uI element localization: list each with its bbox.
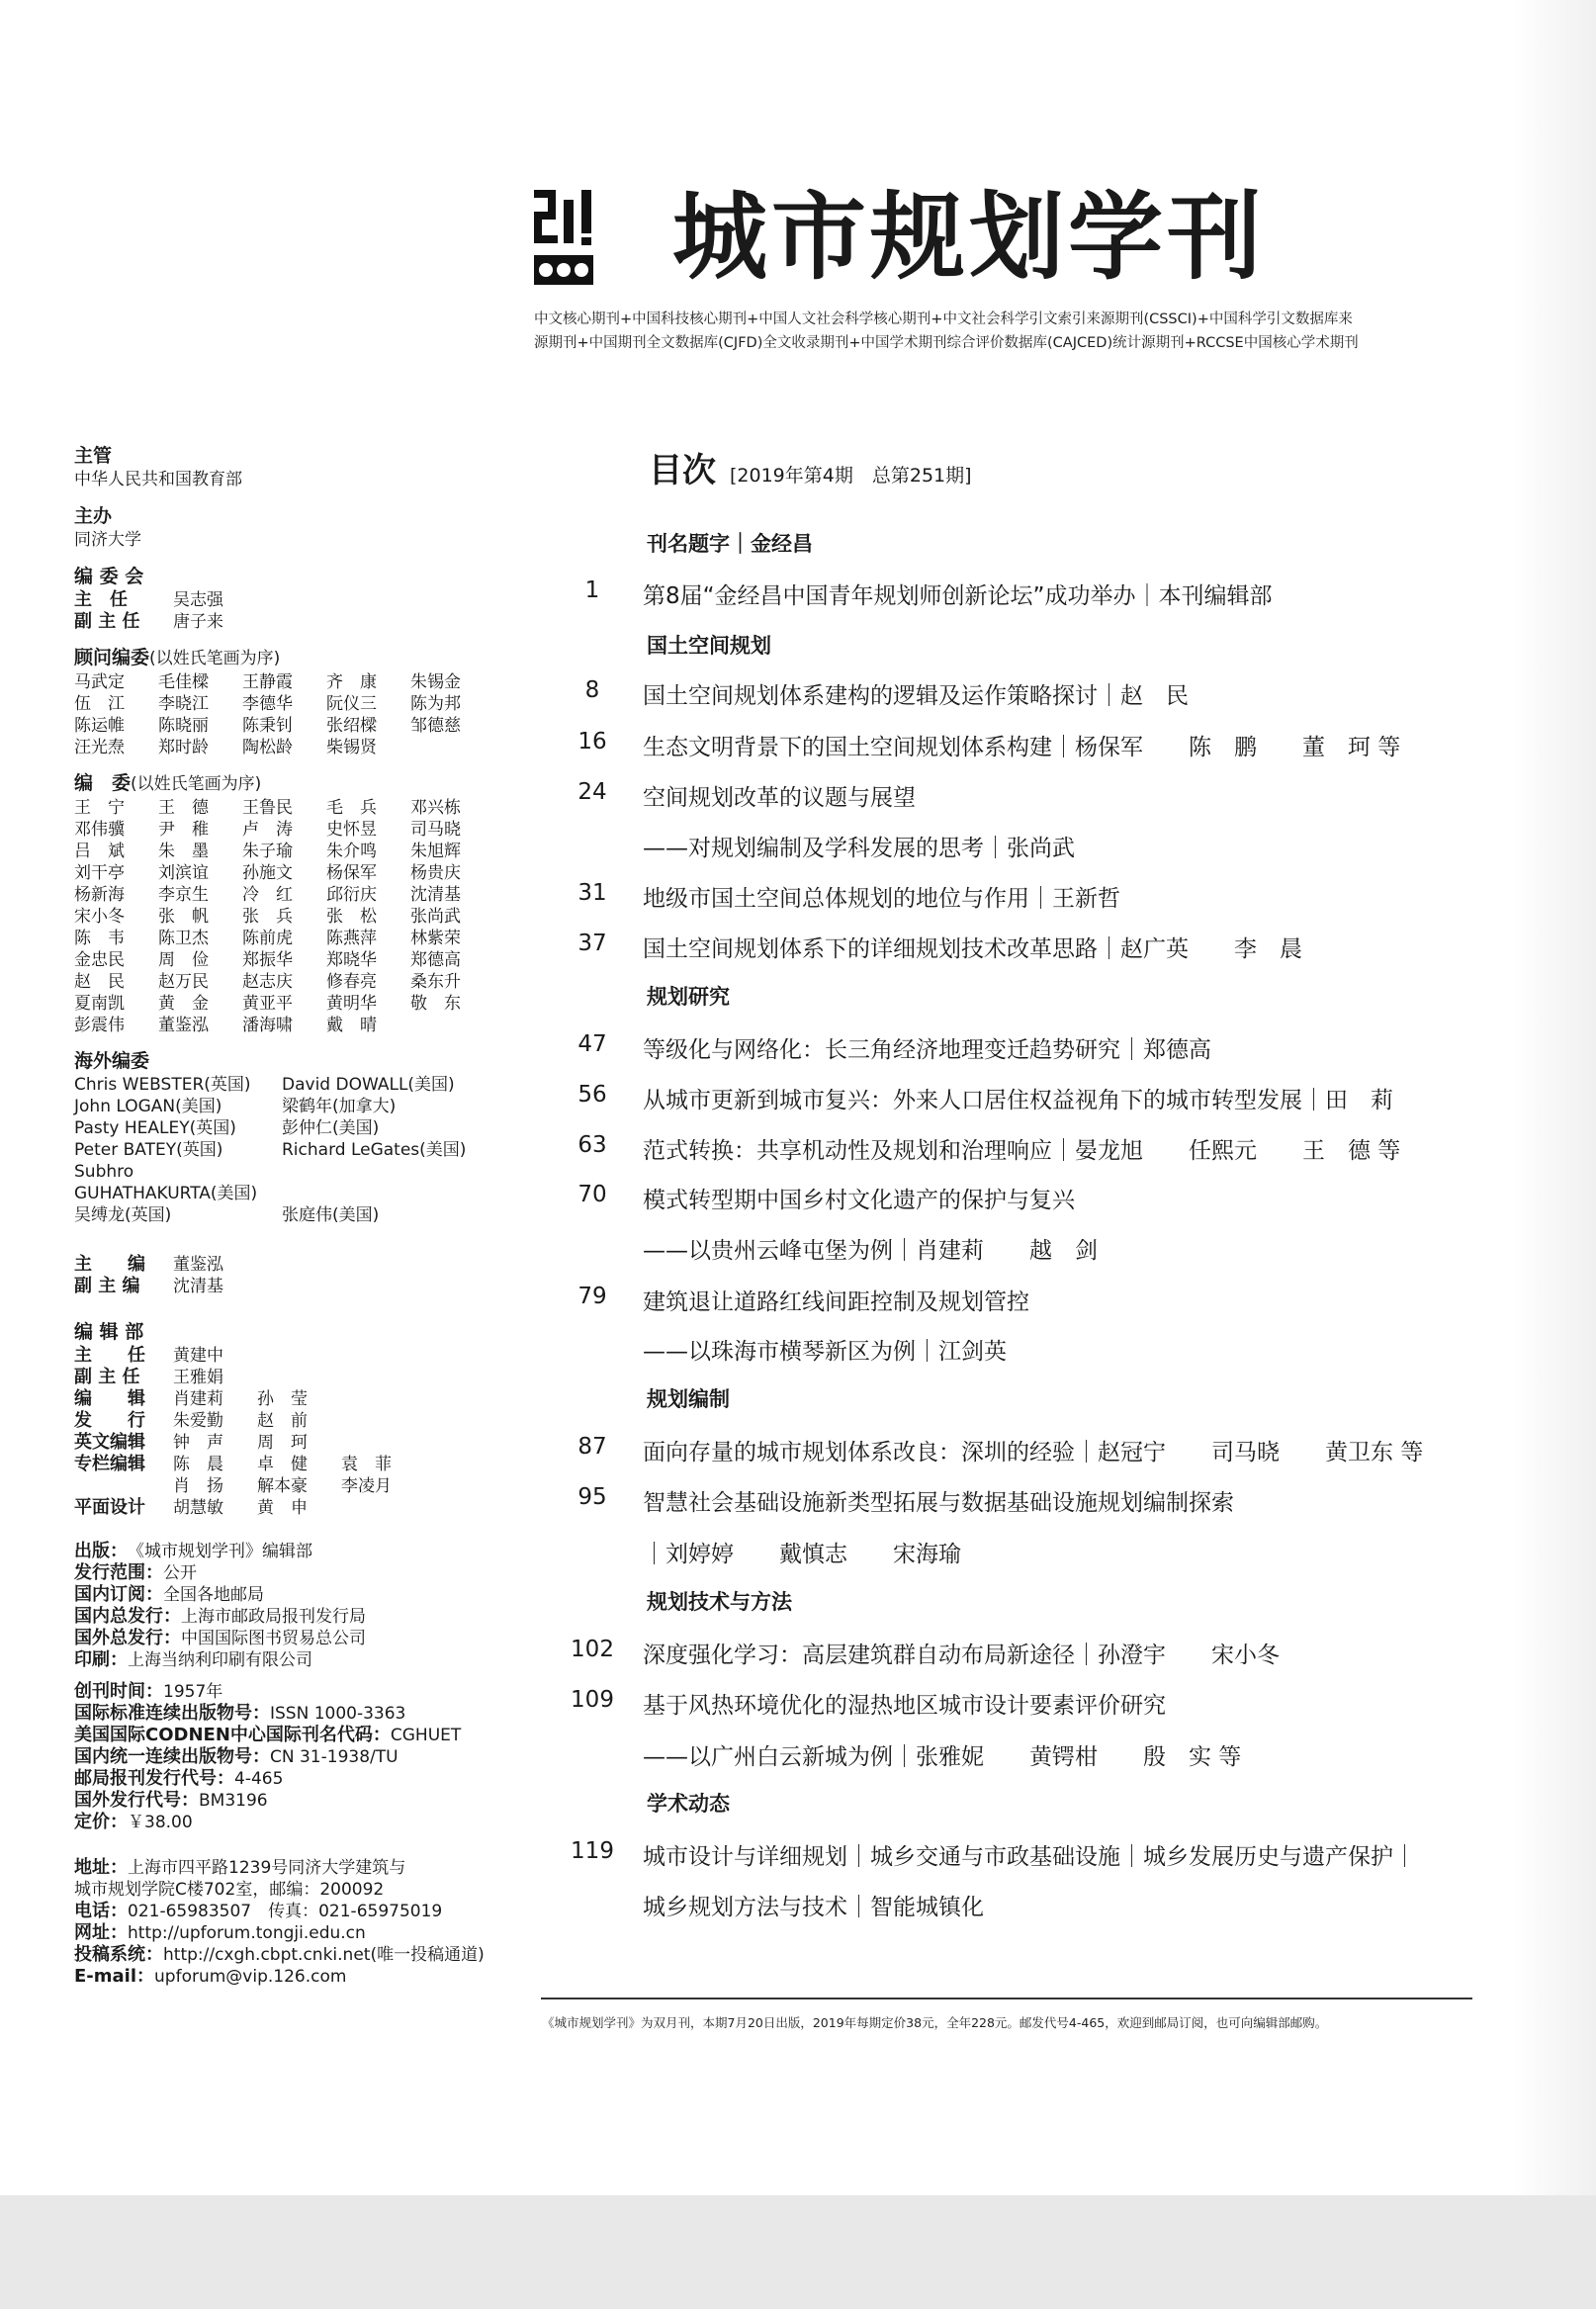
name: Pasty HEALEY(英国) [74,1118,236,1138]
name: 马武定 [74,672,125,692]
name: 赵 民 [74,972,125,992]
vice-chair-label: 副 主 任 [74,611,140,632]
toc-entry[interactable]: 国土空间规划体系下的详细规划技术改革思路｜赵广英 李 晨 [643,936,1302,962]
toc-entry-continued[interactable]: 城乡规划方法与技术｜智能城镇化 [643,1895,984,1920]
info-value: 021-65983507 传真：021-65975019 [128,1902,443,1921]
info-label: 美国国际CODNEN中心国际刊名代码： [74,1725,391,1745]
section-heading: 国土空间规划 [647,634,771,658]
name: 王鲁民 [242,798,293,818]
toc-header [649,443,972,491]
info-value: 中国国际图书贸易总公司 [181,1629,366,1648]
name: 戴 晴 [326,1016,377,1035]
info-label: 创刊时间： [74,1681,163,1702]
name: 周 俭 [158,950,209,970]
name: 李京生 [158,885,209,905]
contact-row [74,1966,509,1988]
name: 夏南凯 [74,994,125,1014]
index-line-1: 中文核心期刊+中国科技核心期刊+中国人文社会科学核心期刊+中文社会科学引文索引来源期刊(CSSCI)+中国科学引文数据库来 [534,311,1353,327]
name: 卢 涛 [242,820,293,840]
editor-row [74,906,509,928]
name: 王 德 [158,798,209,818]
info-value: 上海市四平路1239号同济大学建筑与 [128,1858,406,1878]
footnote: 《城市规划学刊》为双月刊，本期7月20日出版，2019年每期定价38元，全年228元。邮发代号4-465，欢迎到邮局订阅，也可向编辑部邮购。 [542,2015,1328,2030]
name: 彭震伟 [74,1016,125,1035]
name: 潘海啸 [242,1016,293,1035]
name: 孙施文 [242,863,293,883]
contact-info [74,1857,509,1988]
office-row [74,1497,509,1519]
staff-names: 陈 晨 卓 健 袁 菲 [173,1455,392,1474]
toc-entry[interactable]: 等级化与网络化：长三角经济地理变迁趋势研究｜郑德高 [643,1037,1211,1063]
toc-entry[interactable]: 地级市国土空间总体规划的地位与作用｜王新哲 [643,886,1120,912]
editor-row [74,862,509,884]
toc-entry-subtitle[interactable]: ——对规划编制及学科发展的思考｜张尚武 [643,836,1075,861]
name: 彭仲仁(美国) [282,1118,380,1138]
info-label: 国外总发行： [74,1628,181,1648]
editor-row [74,841,509,862]
role-label: 专栏编辑 [74,1454,145,1474]
toc-entry-subtitle[interactable]: ——以珠海市横琴新区为例｜江剑英 [643,1339,1007,1365]
page-number: 87 [577,1434,607,1460]
info-value: http://upforum.tongji.edu.cn [128,1923,366,1943]
toc-entry[interactable]: 智慧社会基础设施新类型拓展与数据基础设施规划编制探索 [643,1490,1234,1516]
staff-names: 黄建中 [173,1346,223,1366]
name: 郑德高 [410,950,461,970]
name: 朱锡金 [410,672,461,692]
toc-entry[interactable]: 空间规划改革的议题与展望 [643,785,916,811]
index-line-2: 源期刊+中国期刊全文数据库(CJFD)全文收录期刊+中国学术期刊综合评价数据库(CAJCED)统计源期刊+RCCSE中国核心学术期刊 [534,335,1359,351]
info-value: CN 31-1938/TU [270,1747,399,1767]
name: David DOWALL(美国) [282,1075,455,1095]
name: 邹德慈 [410,716,461,736]
scan-bottom-band [0,2195,1596,2309]
info-label: 电话： [74,1901,128,1921]
name: 陈晓丽 [158,716,209,736]
info-label: 出版： [74,1541,128,1561]
overseas-row [74,1204,509,1226]
supervisor: 中华人民共和国教育部 [74,470,242,489]
info-label: 投稿系统： [74,1944,163,1965]
page-number: 24 [577,779,607,805]
overseas-row [74,1161,509,1204]
info-label: 国内总发行： [74,1606,181,1627]
reg-row [74,1746,509,1768]
name: 冷 红 [242,885,293,905]
role-label: 英文编辑 [74,1432,145,1453]
page-number: 70 [577,1182,607,1207]
info-value: 公开 [163,1563,197,1583]
staff-names: 朱爱勤 赵 前 [173,1411,308,1431]
office-row [74,1345,509,1367]
editor-row [74,993,509,1015]
role-label: 发 行 [74,1410,145,1431]
name: 毛佳樑 [158,672,209,692]
page-number: 119 [571,1838,614,1864]
info-value: upforum@vip.126.com [154,1967,347,1987]
editors-note: (以姓氏笔画为序) [131,774,262,794]
info-value: http://cxgh.cbpt.cnki.net(唯一投稿通道) [163,1945,485,1965]
pub-row [74,1606,509,1628]
name: 杨保军 [326,863,377,883]
advisory-heading: 顾问编委 [74,647,150,668]
name: 吕 斌 [74,842,125,861]
staff-names: 王雅娟 [173,1368,223,1387]
staff-names: 钟 声 周 珂 [173,1433,308,1453]
name: 邓伟骥 [74,820,125,840]
sponsor: 同济大学 [74,530,141,550]
pub-row [74,1584,509,1606]
name: 杨新海 [74,885,125,905]
name: Subhro GUHATHAKURTA(美国) [74,1162,258,1203]
deputy-editor-label: 副 主 编 [74,1276,140,1296]
name: 张绍樑 [326,716,377,736]
name: 杨贵庆 [410,863,461,883]
name: 王 宁 [74,798,125,818]
name: 毛 兵 [326,798,377,818]
office-row [74,1388,509,1410]
page-number: 102 [571,1637,614,1662]
role-label: 副 主 任 [74,1367,140,1387]
name: 张 兵 [242,907,293,927]
advisory-row [74,715,509,737]
name: John LOGAN(美国) [74,1097,222,1116]
name: 郑振华 [242,950,293,970]
name: 林紫荣 [410,929,461,948]
contact-row [74,1857,509,1879]
staff-names: 肖 扬 解本豪 李凌月 [173,1476,392,1496]
name: 李德华 [242,694,293,714]
name: 朱介鸣 [326,842,377,861]
advisory-row [74,693,509,715]
toc-entry[interactable]: 范式转换：共享机动性及规划和治理响应｜晏龙旭 任熙元 王 德 等 [643,1138,1401,1164]
masthead-column [74,443,509,1988]
info-value: 上海市邮政局报刊发行局 [181,1607,366,1627]
info-label: 印刷： [74,1649,128,1670]
toc-entry-subtitle[interactable]: ——以贵州云峰屯堡为例｜肖建莉 越 剑 [643,1238,1098,1264]
office-list [74,1345,509,1519]
page-number: 56 [577,1082,607,1108]
journal-logo-icon [534,190,593,289]
toc-entry[interactable]: 模式转型期中国乡村文化遗产的保护与复兴 [643,1188,1075,1213]
reg-row [74,1725,509,1746]
section-heading: 规划研究 [647,985,730,1009]
overseas-row [74,1074,509,1096]
name: 张尚武 [410,907,461,927]
overseas-row [74,1139,509,1161]
reg-row [74,1703,509,1725]
name: 陶松龄 [242,738,293,757]
page-number: 37 [577,931,607,956]
registration-info [74,1681,509,1833]
page-number: 109 [571,1687,614,1713]
name: 史怀昱 [326,820,377,840]
advisory-row [74,671,509,693]
name: 宋小冬 [74,907,125,927]
editor-row [74,971,509,993]
name: 吴缚龙(英国) [74,1205,172,1225]
reg-row [74,1790,509,1812]
info-value: CGHUET [390,1726,462,1745]
name: 张 帆 [158,907,209,927]
name: 梁鹤年(加拿大) [282,1097,397,1116]
toc-entry[interactable]: 基于风热环境优化的湿热地区城市设计要素评价研究 [643,1693,1166,1719]
editor-row [74,819,509,841]
name: 黄 金 [158,994,209,1014]
reg-row [74,1768,509,1790]
page-number: 79 [577,1284,607,1309]
editor-in-chief-label: 主 编 [74,1254,145,1275]
page-number: 63 [577,1132,607,1158]
role-label: 主 任 [74,1345,145,1366]
info-label: 国外发行代号： [74,1790,199,1811]
name: 桑东升 [410,972,461,992]
toc-entry[interactable]: 城市设计与详细规划｜城乡交通与市政基础设施｜城乡发展历史与遗产保护｜ [643,1844,1416,1870]
section-heading: 规划技术与方法 [647,1590,792,1614]
name: 司马晓 [410,820,461,840]
info-label: 发行范围： [74,1562,163,1583]
committee-heading: 编 委 会 [74,566,144,587]
role-label: 平面设计 [74,1497,145,1518]
editor-row [74,928,509,949]
page-edge-shading [1513,0,1596,2195]
name: 陈 韦 [74,929,125,948]
page-number: 31 [577,880,607,906]
info-value: 4-465 [234,1769,284,1789]
publication-info [74,1541,509,1671]
name: 邓兴栋 [410,798,461,818]
info-label: 邮局报刊发行代号： [74,1768,234,1789]
deputy-editor: 沈清基 [173,1277,223,1296]
calligraphy-credit: 刊名题字｜金经昌 [647,532,813,556]
vice-chair: 唐子来 [173,612,223,632]
info-label: E-mail： [74,1966,155,1987]
toc-title: 目次 [649,451,716,490]
pub-row [74,1628,509,1649]
chair-label: 主 任 [74,589,128,610]
office-row [74,1410,509,1432]
name: 郑时龄 [158,738,209,757]
info-label: 定价： [74,1812,128,1832]
advisory-row [74,737,509,758]
name: 王静霞 [242,672,293,692]
editor-row [74,1015,509,1036]
editor-in-chief: 董鉴泓 [173,1255,223,1275]
overseas-row [74,1117,509,1139]
editors-heading: 编 委 [74,772,132,794]
name: 金忠民 [74,950,125,970]
office-row [74,1432,509,1454]
section-heading: 规划编制 [647,1387,730,1411]
name: 赵志庆 [242,972,293,992]
editor-row [74,949,509,971]
name: 黄亚平 [242,994,293,1014]
page-number: 95 [577,1484,607,1510]
staff-names: 胡慧敏 黄 申 [173,1498,308,1518]
name: 张 松 [326,907,377,927]
name: 刘滨谊 [158,863,209,883]
editor-row [74,884,509,906]
name: 郑晓华 [326,950,377,970]
name: Richard LeGates(美国) [282,1140,467,1160]
sponsor-heading: 主办 [74,505,113,527]
role-label: 编 辑 [74,1388,145,1409]
name: 尹 稚 [158,820,209,840]
page-number: 8 [584,677,600,703]
name: 沈清基 [410,885,461,905]
info-label: 国内统一连续出版物号： [74,1746,270,1767]
name: 陈运帷 [74,716,125,736]
overseas-heading: 海外编委 [74,1050,150,1072]
office-row [74,1367,509,1388]
info-label: 国内订阅： [74,1584,163,1605]
contact-row [74,1922,509,1944]
office-row [74,1454,509,1475]
name: 修春亮 [326,972,377,992]
page-number: 1 [584,577,600,603]
info-value: ￥38.00 [128,1813,193,1832]
toc-entry-subtitle[interactable]: ——以广州白云新城为例｜张雅妮 黄锷柑 殷 实 等 [643,1744,1242,1770]
name: 朱旭辉 [410,842,461,861]
toc-entry[interactable]: 深度强化学习：高层建筑群自动布局新途径｜孙澄宇 宋小冬 [643,1643,1280,1668]
pub-row [74,1649,509,1671]
page-number: 47 [577,1031,607,1057]
toc-entry-authors[interactable]: ｜刘婷婷 戴慎志 宋海瑜 [643,1542,961,1567]
name: 陈秉钊 [242,716,293,736]
name: Peter BATEY(英国) [74,1140,223,1160]
contact-row [74,1901,509,1922]
info-value: 《城市规划学刊》编辑部 [128,1542,312,1561]
role-label [74,1475,173,1497]
toc-entry[interactable]: 国土空间规划体系建构的逻辑及运作策略探讨｜赵 民 [643,683,1189,709]
toc-entry[interactable]: 第8届“金经昌中国青年规划师创新论坛”成功举办｜本刊编辑部 [643,583,1273,609]
office-heading: 编 辑 部 [74,1321,144,1343]
toc-entry[interactable]: 面向存量的城市规划体系改良：深圳的经验｜赵冠宁 司马晓 黄卫东 等 [643,1440,1424,1465]
name: 邱衍庆 [326,885,377,905]
issue-info: [2019年第4期 总第251期] [730,465,972,487]
name: 赵万民 [158,972,209,992]
editor-row [74,797,509,819]
info-label: 国际标准连续出版物号： [74,1703,270,1724]
name: 伍 江 [74,694,125,714]
overseas-list [74,1074,509,1226]
name: 朱子瑜 [242,842,293,861]
advisory-note: (以姓氏笔画为序) [149,649,281,668]
name: 李晓江 [158,694,209,714]
name: 董鉴泓 [158,1016,209,1035]
info-value: 1957年 [163,1682,223,1702]
name: 张庭伟(美国) [282,1205,380,1225]
name: 陈燕萍 [326,929,377,948]
pub-row [74,1541,509,1562]
page-number: 16 [577,729,607,755]
info-value: BM3196 [199,1791,268,1811]
name: 敬 东 [410,994,461,1014]
overseas-row [74,1096,509,1117]
name: 柴锡贤 [326,738,377,757]
name: 陈为邦 [410,694,461,714]
journal-title: 城市规划学刊 [672,181,1266,293]
toc-entry[interactable]: 从城市更新到城市复兴：外来人口居住权益视角下的城市转型发展｜田 莉 [643,1088,1393,1113]
pub-row [74,1562,509,1584]
name: 陈前虎 [242,929,293,948]
contact-row [74,1879,509,1901]
name: 齐 康 [326,672,377,692]
contact-row [74,1944,509,1966]
name: Chris WEBSTER(英国) [74,1075,251,1095]
toc-entry[interactable]: 生态文明背景下的国土空间规划体系构建｜杨保军 陈 鹏 董 珂 等 [643,735,1401,760]
info-value: 城市规划学院C楼702室，邮编：200092 [74,1880,385,1900]
supervisor-heading: 主管 [74,445,113,467]
reg-row [74,1681,509,1703]
office-row [74,1475,509,1497]
info-value: 上海当纳利印刷有限公司 [128,1650,312,1670]
info-value: ISSN 1000-3363 [270,1704,406,1724]
toc-entry[interactable]: 建筑退让道路红线间距控制及规划管控 [643,1289,1029,1315]
chair: 吴志强 [173,590,223,610]
footnote-divider [541,1998,1472,1999]
editors-list [74,797,509,1036]
name: 刘干亭 [74,863,125,883]
info-label: 地址： [74,1857,128,1878]
info-value: 全国各地邮局 [163,1585,264,1605]
name: 陈卫杰 [158,929,209,948]
staff-names: 肖建莉 孙 莹 [173,1389,308,1409]
name: 黄明华 [326,994,377,1014]
name: 阮仪三 [326,694,377,714]
info-label: 网址： [74,1922,128,1943]
name: 汪光焘 [74,738,125,757]
reg-row [74,1812,509,1833]
section-heading: 学术动态 [647,1792,730,1816]
name: 朱 墨 [158,842,209,861]
